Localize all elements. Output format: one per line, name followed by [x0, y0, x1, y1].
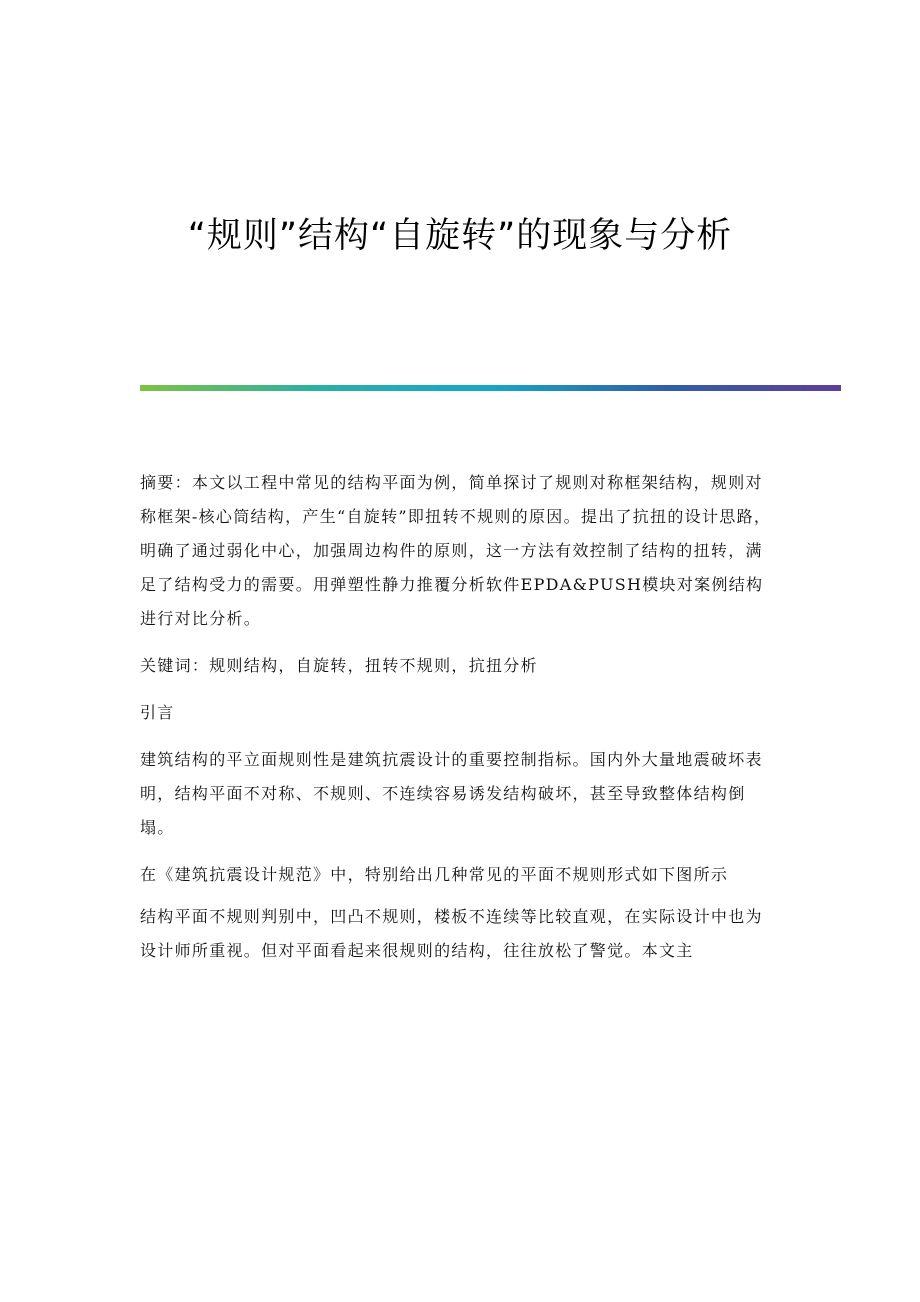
keywords-paragraph: 关键词：规则结构，自旋转，扭转不规则，抗扭分析	[140, 656, 538, 675]
body-paragraph: 在《建筑抗震设计规范》中，特别给出几种常见的平面不规则形式如下图所示	[140, 865, 729, 884]
body-paragraph: 结构平面不规则判别中，凹凸不规则，楼板不连续等比较直观，在实际设计中也为设计师所重视。但对平面看起来很规则的结构，往往放松了警觉。本文主	[140, 907, 763, 960]
section-heading-introduction: 引言	[140, 703, 175, 722]
body-paragraph: 建筑结构的平立面规则性是建筑抗震设计的重要控制指标。国内外大量地震破坏表明，结构平面不对称、不规则、不连续容易诱发结构破坏，甚至导致整体结构倒塌。	[140, 750, 763, 837]
document-body	[140, 466, 780, 981]
abstract-paragraph: 摘要：本文以工程中常见的结构平面为例，简单探讨了规则对称框架结构，规则对称框架-核心筒结构，产生“自旋转”即扭转不规则的原因。提出了抗扭的设计思路，明确了通过弱化中心，加强周边构件的原则，这一方法有效控制了结构的扭转，满足了结构受力的需要。用弹塑性静力推覆分析软件EPDA&PUSH模块对案例结构进行对比分析。	[140, 473, 772, 628]
decorative-gradient-rule	[140, 385, 841, 391]
document-title: “规则”结构“自旋转”的现象与分析	[187, 216, 733, 256]
